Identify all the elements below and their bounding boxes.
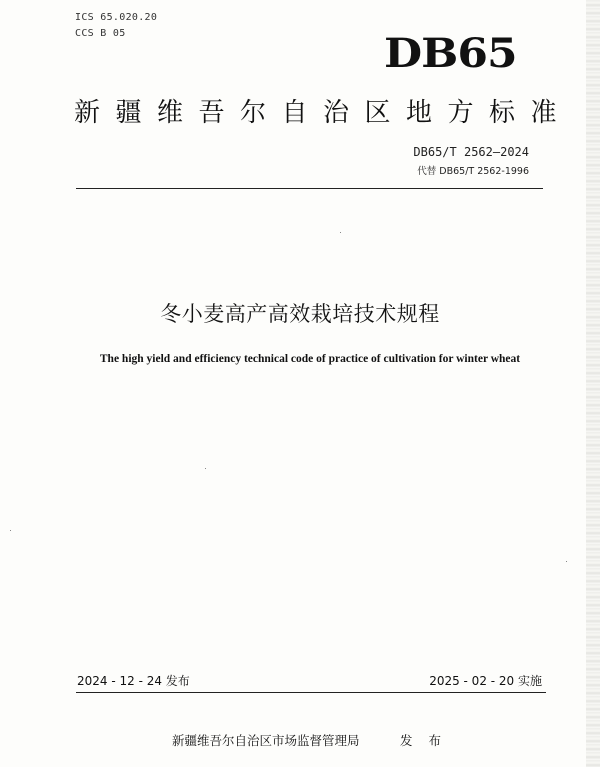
replaces-standard: 代替 DB65/T 2562-1996 xyxy=(417,166,529,177)
ccs-code: CCS B 05 xyxy=(75,28,126,39)
publisher-name: 新疆维吾尔自治区市场监督管理局 xyxy=(172,733,360,748)
publish-label: 发 布 xyxy=(400,733,447,748)
publish-date: 2024 - 12 - 24 发布 xyxy=(77,674,190,688)
issuer-title: 新疆维吾尔自治区地方标准 xyxy=(74,98,573,128)
bottom-divider xyxy=(76,692,546,693)
scan-speck xyxy=(566,561,567,562)
standard-number: DB65/T 2562—2024 xyxy=(413,145,529,159)
scan-speck xyxy=(205,468,206,469)
db65-logo: DB65 xyxy=(384,30,517,78)
top-divider xyxy=(76,188,543,189)
document-title-chinese: 冬小麦高产高效栽培技术规程 xyxy=(160,302,440,326)
scan-edge-shadow xyxy=(586,0,600,767)
scan-speck xyxy=(10,530,11,531)
implementation-date: 2025 - 02 - 20 实施 xyxy=(429,674,542,688)
scan-speck xyxy=(340,232,341,233)
ics-code: ICS 65.020.20 xyxy=(75,12,158,23)
document-title-english: The high yield and efficiency technical code of practice of cultivation for winter wheat xyxy=(99,353,521,365)
